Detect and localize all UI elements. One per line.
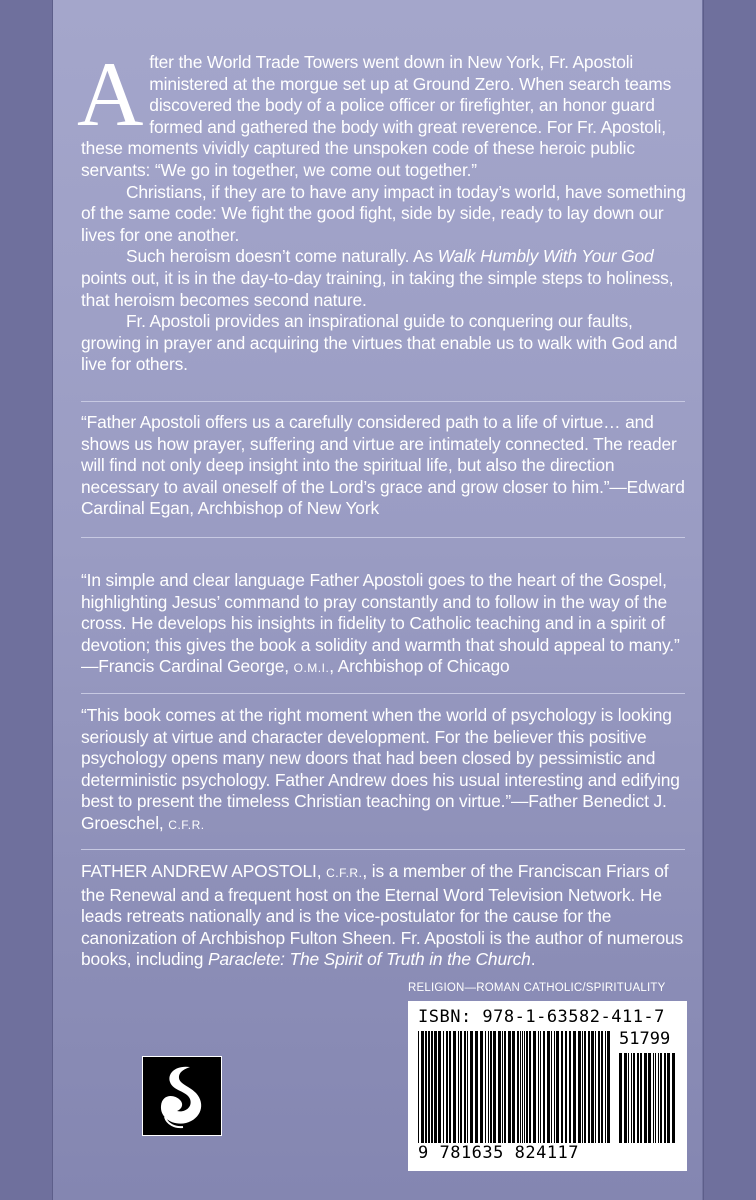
author-bio-text bbox=[81, 861, 687, 971]
author-bio-body: , is a member of the Franciscan Friars of the Renewal and a frequent host on the Eternal Word Television Network. He leads retreats nationally and is the vice-postulator for the cause for the canonization of Archbishop Fulton Sheen. Fr. Apostoli is the author of numerous books, including bbox=[81, 861, 684, 970]
barcode-bar bbox=[508, 1031, 511, 1143]
cover-right-band bbox=[703, 0, 756, 1200]
barcode-bar bbox=[418, 1031, 419, 1143]
back-cover-panel bbox=[53, 0, 702, 1200]
barcode-bar bbox=[470, 1031, 473, 1143]
barcode-bar bbox=[517, 1031, 519, 1143]
barcode-bar bbox=[672, 1053, 675, 1143]
author-name: FATHER ANDREW APOSTOLI, bbox=[81, 861, 327, 881]
barcode-bar bbox=[529, 1031, 531, 1143]
barcode-bar bbox=[624, 1053, 627, 1143]
book-category: RELIGION—ROMAN CATHOLIC/SPIRITUALITY bbox=[408, 982, 666, 994]
barcode-bar bbox=[524, 1031, 525, 1143]
barcode-bar bbox=[434, 1031, 437, 1143]
barcode-bar bbox=[443, 1031, 444, 1143]
barcode-bar bbox=[637, 1053, 639, 1143]
barcode-bar bbox=[605, 1031, 606, 1143]
barcode-bar bbox=[628, 1053, 629, 1143]
barcode-bar bbox=[631, 1053, 632, 1143]
divider-rule bbox=[81, 537, 685, 538]
barcode-bar bbox=[421, 1031, 424, 1143]
barcode-bar bbox=[467, 1031, 468, 1143]
barcode-bar bbox=[601, 1031, 603, 1143]
barcode-bar bbox=[453, 1031, 456, 1143]
barcode-bar bbox=[526, 1031, 528, 1143]
barcode-bar bbox=[520, 1031, 521, 1143]
attribution-title: , Archbishop of Chicago bbox=[329, 656, 510, 677]
barcode-bar bbox=[480, 1031, 483, 1143]
barcode-bar bbox=[653, 1053, 654, 1143]
barcode-bar bbox=[660, 1053, 662, 1143]
barcode-bar bbox=[425, 1031, 427, 1143]
ean-barcode-bars bbox=[418, 1031, 614, 1143]
barcode-bar bbox=[644, 1053, 647, 1143]
drop-cap: A bbox=[77, 43, 144, 145]
barcode-bar bbox=[565, 1031, 567, 1143]
addon-barcode-bars bbox=[619, 1053, 679, 1143]
barcode-bar bbox=[561, 1031, 563, 1143]
description-paragraph-2: Christians, if they are to have any impact in today’s world, have something of the same code: We fight the good fight, side by side, ready to lay down our lives for one another. bbox=[81, 181, 686, 245]
barcode-bar bbox=[595, 1031, 596, 1143]
barcode-bar bbox=[640, 1053, 642, 1143]
barcode-bar bbox=[588, 1031, 590, 1143]
barcode-bar bbox=[619, 1053, 622, 1143]
description-paragraph-3-start: Such heroism doesn’t come naturally. As bbox=[126, 246, 438, 267]
endorsement-text: “In simple and clear language Father Apostoli goes to the heart of the Gospel, highlighting Jesus’ command to pray constantly and to follow in the way of the cross. He develops his insights in fidelity to Catholic teaching and in a spirit of devotion; this gives the book a solidity and warmth that should appeal to many.” bbox=[81, 570, 680, 655]
author-order: C.F.R. bbox=[326, 866, 363, 880]
barcode-bar bbox=[543, 1031, 545, 1143]
barcode-bar bbox=[578, 1031, 581, 1143]
publisher-swirl-logo-icon bbox=[142, 1056, 222, 1136]
barcode-bar bbox=[464, 1031, 466, 1143]
barcode-bar bbox=[538, 1031, 539, 1143]
barcode-bar bbox=[498, 1031, 501, 1143]
barcode-bar bbox=[493, 1031, 496, 1143]
barcode-bar bbox=[598, 1031, 600, 1143]
barcode-bar bbox=[460, 1031, 462, 1143]
barcode-bar bbox=[582, 1031, 583, 1143]
cover-left-band bbox=[0, 0, 53, 1200]
barcode-bar bbox=[554, 1031, 555, 1143]
divider-rule bbox=[81, 849, 685, 850]
barcode-bar bbox=[446, 1031, 448, 1143]
price-code: 51799 bbox=[619, 1029, 671, 1049]
attribution-order: C.F.R. bbox=[168, 817, 205, 832]
barcode-bar bbox=[648, 1053, 651, 1143]
barcode-bar bbox=[547, 1031, 550, 1143]
endorsement-attribution bbox=[81, 656, 687, 680]
barcode-bar bbox=[428, 1031, 430, 1143]
barcode-bar bbox=[504, 1031, 506, 1143]
isbn-label: ISBN: 978-1-63582-411-7 bbox=[418, 1007, 665, 1027]
barcode-bar bbox=[591, 1031, 594, 1143]
endorsement-george bbox=[81, 570, 687, 680]
barcode-bar bbox=[540, 1031, 541, 1143]
attribution-order: O.M.I. bbox=[293, 661, 330, 676]
isbn-barcode bbox=[408, 1001, 687, 1171]
endorsement-text bbox=[81, 705, 687, 837]
barcode-bar bbox=[556, 1031, 559, 1143]
barcode-bar bbox=[475, 1031, 478, 1143]
barcode-bar bbox=[438, 1031, 441, 1143]
book-title-italic: Walk Humbly With Your God bbox=[437, 246, 654, 267]
barcode-bar bbox=[664, 1053, 666, 1143]
barcode-bar bbox=[607, 1031, 610, 1143]
barcode-bar bbox=[485, 1031, 486, 1143]
divider-rule bbox=[81, 401, 685, 402]
author-bio bbox=[81, 861, 687, 971]
endorsement-text: “Father Apostoli offers us a carefully considered path to a life of virtue… and shows us how prayer, suffering and virtue are intimately connected. The reader will find not only deep insight into the spiritual life, but also the direction necessary to avail oneself of the Lord’s grace and grow closer to him.”—Edward Cardinal Egan, Archbishop of New York bbox=[81, 412, 685, 519]
barcode-bar bbox=[573, 1031, 576, 1143]
isbn-digits: 9 781635 824117 bbox=[418, 1143, 580, 1163]
attribution-name: —Francis Cardinal George, bbox=[81, 656, 294, 677]
description-paragraph-3 bbox=[81, 246, 687, 311]
barcode-bar bbox=[533, 1031, 536, 1143]
description-paragraph-3-end: points out, it is in the day-to-day training, in taking the simple steps to holiness, that heroism becomes second nature. bbox=[81, 267, 674, 310]
description-paragraph-1: fter the World Trade Towers went down in New York, Fr. Apostoli ministered at the morgue set up at Ground Zero. When search teams discovered the body of a police officer or firefighter, an honor guard formed and gathered the body with great reverence. For Fr. Apostoli, these moments vividly captured the unspoken code of these heroic public servants: “We go in together, we come out together.” bbox=[81, 52, 672, 180]
endorsement-body: “This book comes at the right moment when the world of psychology is looking seriously at virtue and character development. For the believer this positive psychology opens many new doors that had been closed by pessimistic and deterministic psychology. Father Andrew does his usual interesting and edifying best to present the timeless Christian teaching on virtue.”—Father Benedict J. Groeschel, bbox=[81, 705, 680, 833]
barcode-bar bbox=[502, 1031, 503, 1143]
divider-rule bbox=[81, 693, 685, 694]
barcode-bar bbox=[522, 1031, 523, 1143]
endorsement-egan bbox=[81, 412, 687, 520]
barcode-bar bbox=[431, 1031, 433, 1143]
barcode-bar bbox=[551, 1031, 552, 1143]
barcode-bar bbox=[458, 1031, 459, 1143]
barcode-bar bbox=[658, 1053, 659, 1143]
barcode-bar bbox=[633, 1053, 635, 1143]
endorsement-groeschel bbox=[81, 705, 687, 837]
barcode-bar bbox=[488, 1031, 489, 1143]
author-book-title: Paraclete: The Spirit of Truth in the Church bbox=[208, 949, 531, 970]
barcode-bar bbox=[512, 1031, 515, 1143]
book-description bbox=[77, 43, 687, 376]
barcode-bar bbox=[490, 1031, 492, 1143]
barcode-bar bbox=[655, 1053, 656, 1143]
author-bio-end: . bbox=[530, 949, 536, 970]
barcode-bar bbox=[667, 1053, 670, 1143]
barcode-bar bbox=[569, 1031, 571, 1143]
description-paragraph-4: Fr. Apostoli provides an inspirational guide to conquering our faults, growing in prayer and acquiring the virtues that enable us to walk with God and live for others. bbox=[81, 311, 678, 375]
barcode-bar bbox=[584, 1031, 586, 1143]
barcode-bar bbox=[449, 1031, 451, 1143]
